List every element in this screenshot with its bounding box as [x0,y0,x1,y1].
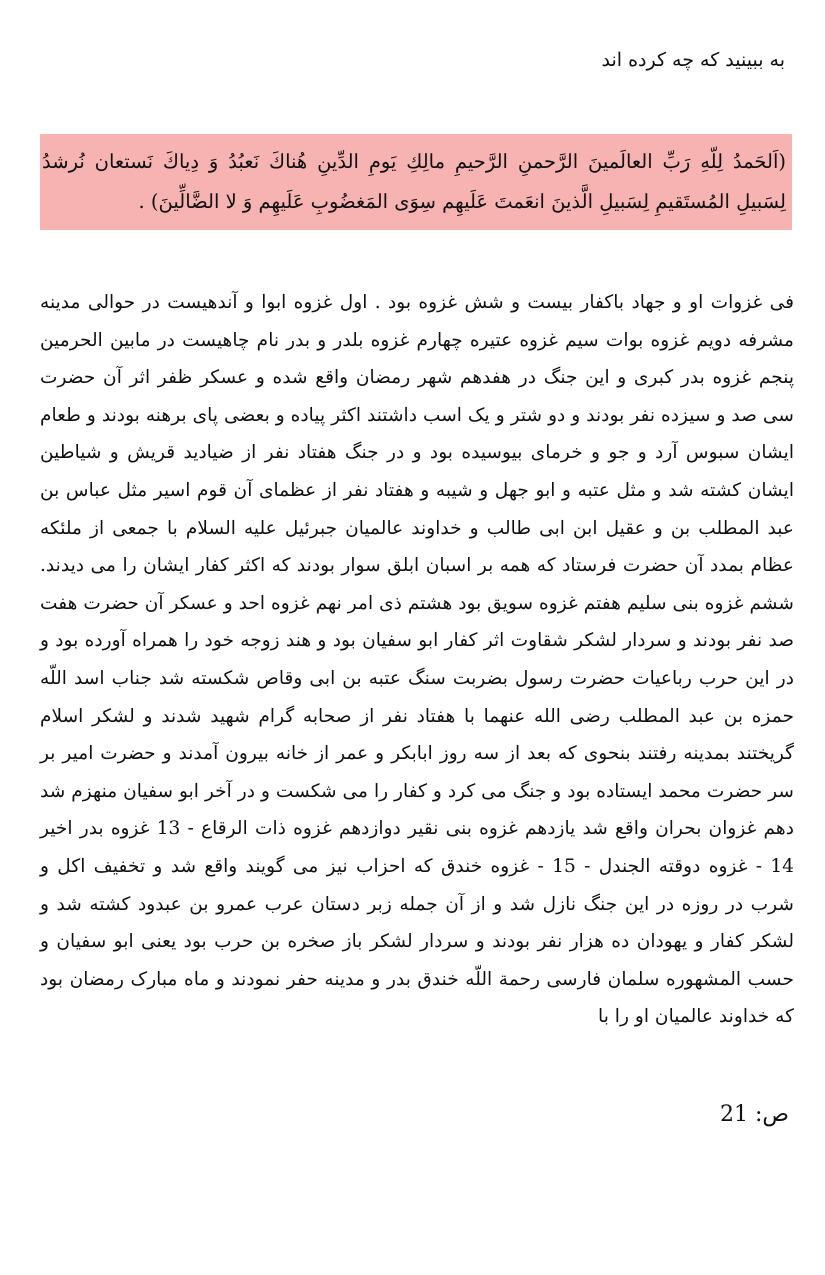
quran-verse-text: (اَلحَمدُ لِلّهِ رَبِّ العالَمینَ الرَّحمنِ الرَّحیمِ مالِكِ یَومِ الدِّینِ هُناكَ نَعبُدُ وَ دِیاكَ نَستعان نُرشدُ لِسَبیلِ المُستَقیمِ لِسَبیلِ الَّذینَ انعَمتَ عَلَیهِم سِوَی المَغضُوبِ عَلَیهِم وَ لا الضَّالِّینَ) . [42,150,786,213]
body-paragraph: فی غزوات او و جهاد باکفار بیست و شش غزوه بود . اول غزوه ابوا و آندهیست در حوالی مدینه مشرفه دویم غزوه بوات سیم غزوه عتیره چهارم غزوه بلدر و بدر نام چاهیست در مابین الحرمین پنجم غزوه بدر کبری و این جنگ در هفدهم شهر رمضان واقع شده و عسکر ظفر اثر آن حضرت سی صد و سیزده نفر بودند و دو شتر و یک اسب داشتند اکثر پیاده و بعضی پای برهنه بودند و طعام ایشان سبوس آرد و جو و خرمای بیوسیده بود و در جنگ هفتاد نفر از ضیادید قریش و شیاطین ایشان کشته شد و مثل عتبه و ابو جهل و شیبه و هفتاد نفر از عظمای آن قوم اسیر مثل عباس بن عبد المطلب بن و عقیل ابن ابی طالب و خداوند عالمیان جبرئیل علیه السلام با جمعی از ملئکه عظام بمدد آن حضرت فرستاد که همه بر اسبان ابلق سوار بودند که اکثر کفار ایشان را می دیدند. ششم غزوه بنی سلیم هفتم غزوه سویق بود هشتم ذی امر نهم غزوه احد و عسکر آن حضرت هفت صد نفر بودند و سردار لشکر شقاوت اثر کفار ابو سفیان بود و هند زوجه خود را همراه آورده بود و در این حرب رباعیات حضرت رسول بضربت سنگ عتبه بن ابی وقاص شکسته شد جناب اسد اللّه حمزه بن عبد المطلب رضی الله عنهما با هفتاد نفر از صحابه گرام شهید شدند و لشکر اسلام گریختند بمدینه رفتند بنحوی که بعد از سه روز ابابکر و عمر از خانه بیرون آمدند و حضرت امیر بر سر حضرت محمد ایستاده بود و جنگ می کرد و کفار را می شکست و در آخر ابو سفیان منهزم شد دهم غزوان بحران واقع شد یازدهم غزوه بنی نقیر دوازدهم غزوه ذات الرقاع - 13 غزوه بدر اخیر 14 - غزوه دوقته الجندل - 15 - غزوه خندق که احزاب نیز می گویند واقع شد و تخفیف اکل و شرب در روزه در این جنگ نازل شد و از آن جمله زبر دستان عرب عمرو بن عبدود کشته شد و لشکر کفار و یهودان ده هزار نفر بودند و سردار لشکر باز صخره بن حرب بود یعنی ابو سفیان و حسب المشهوره سلمان فارسی رحمة اللّه خندق بدر و مدینه حفر نمودند و ماه مبارک رمضان بود که خداوند عالمیان او را با [40,292,795,1028]
page-number: ص: 21 [719,1102,789,1127]
intro-line: به ببینید که چه کرده اند [601,49,785,71]
highlighted-quran-verse [40,134,792,230]
